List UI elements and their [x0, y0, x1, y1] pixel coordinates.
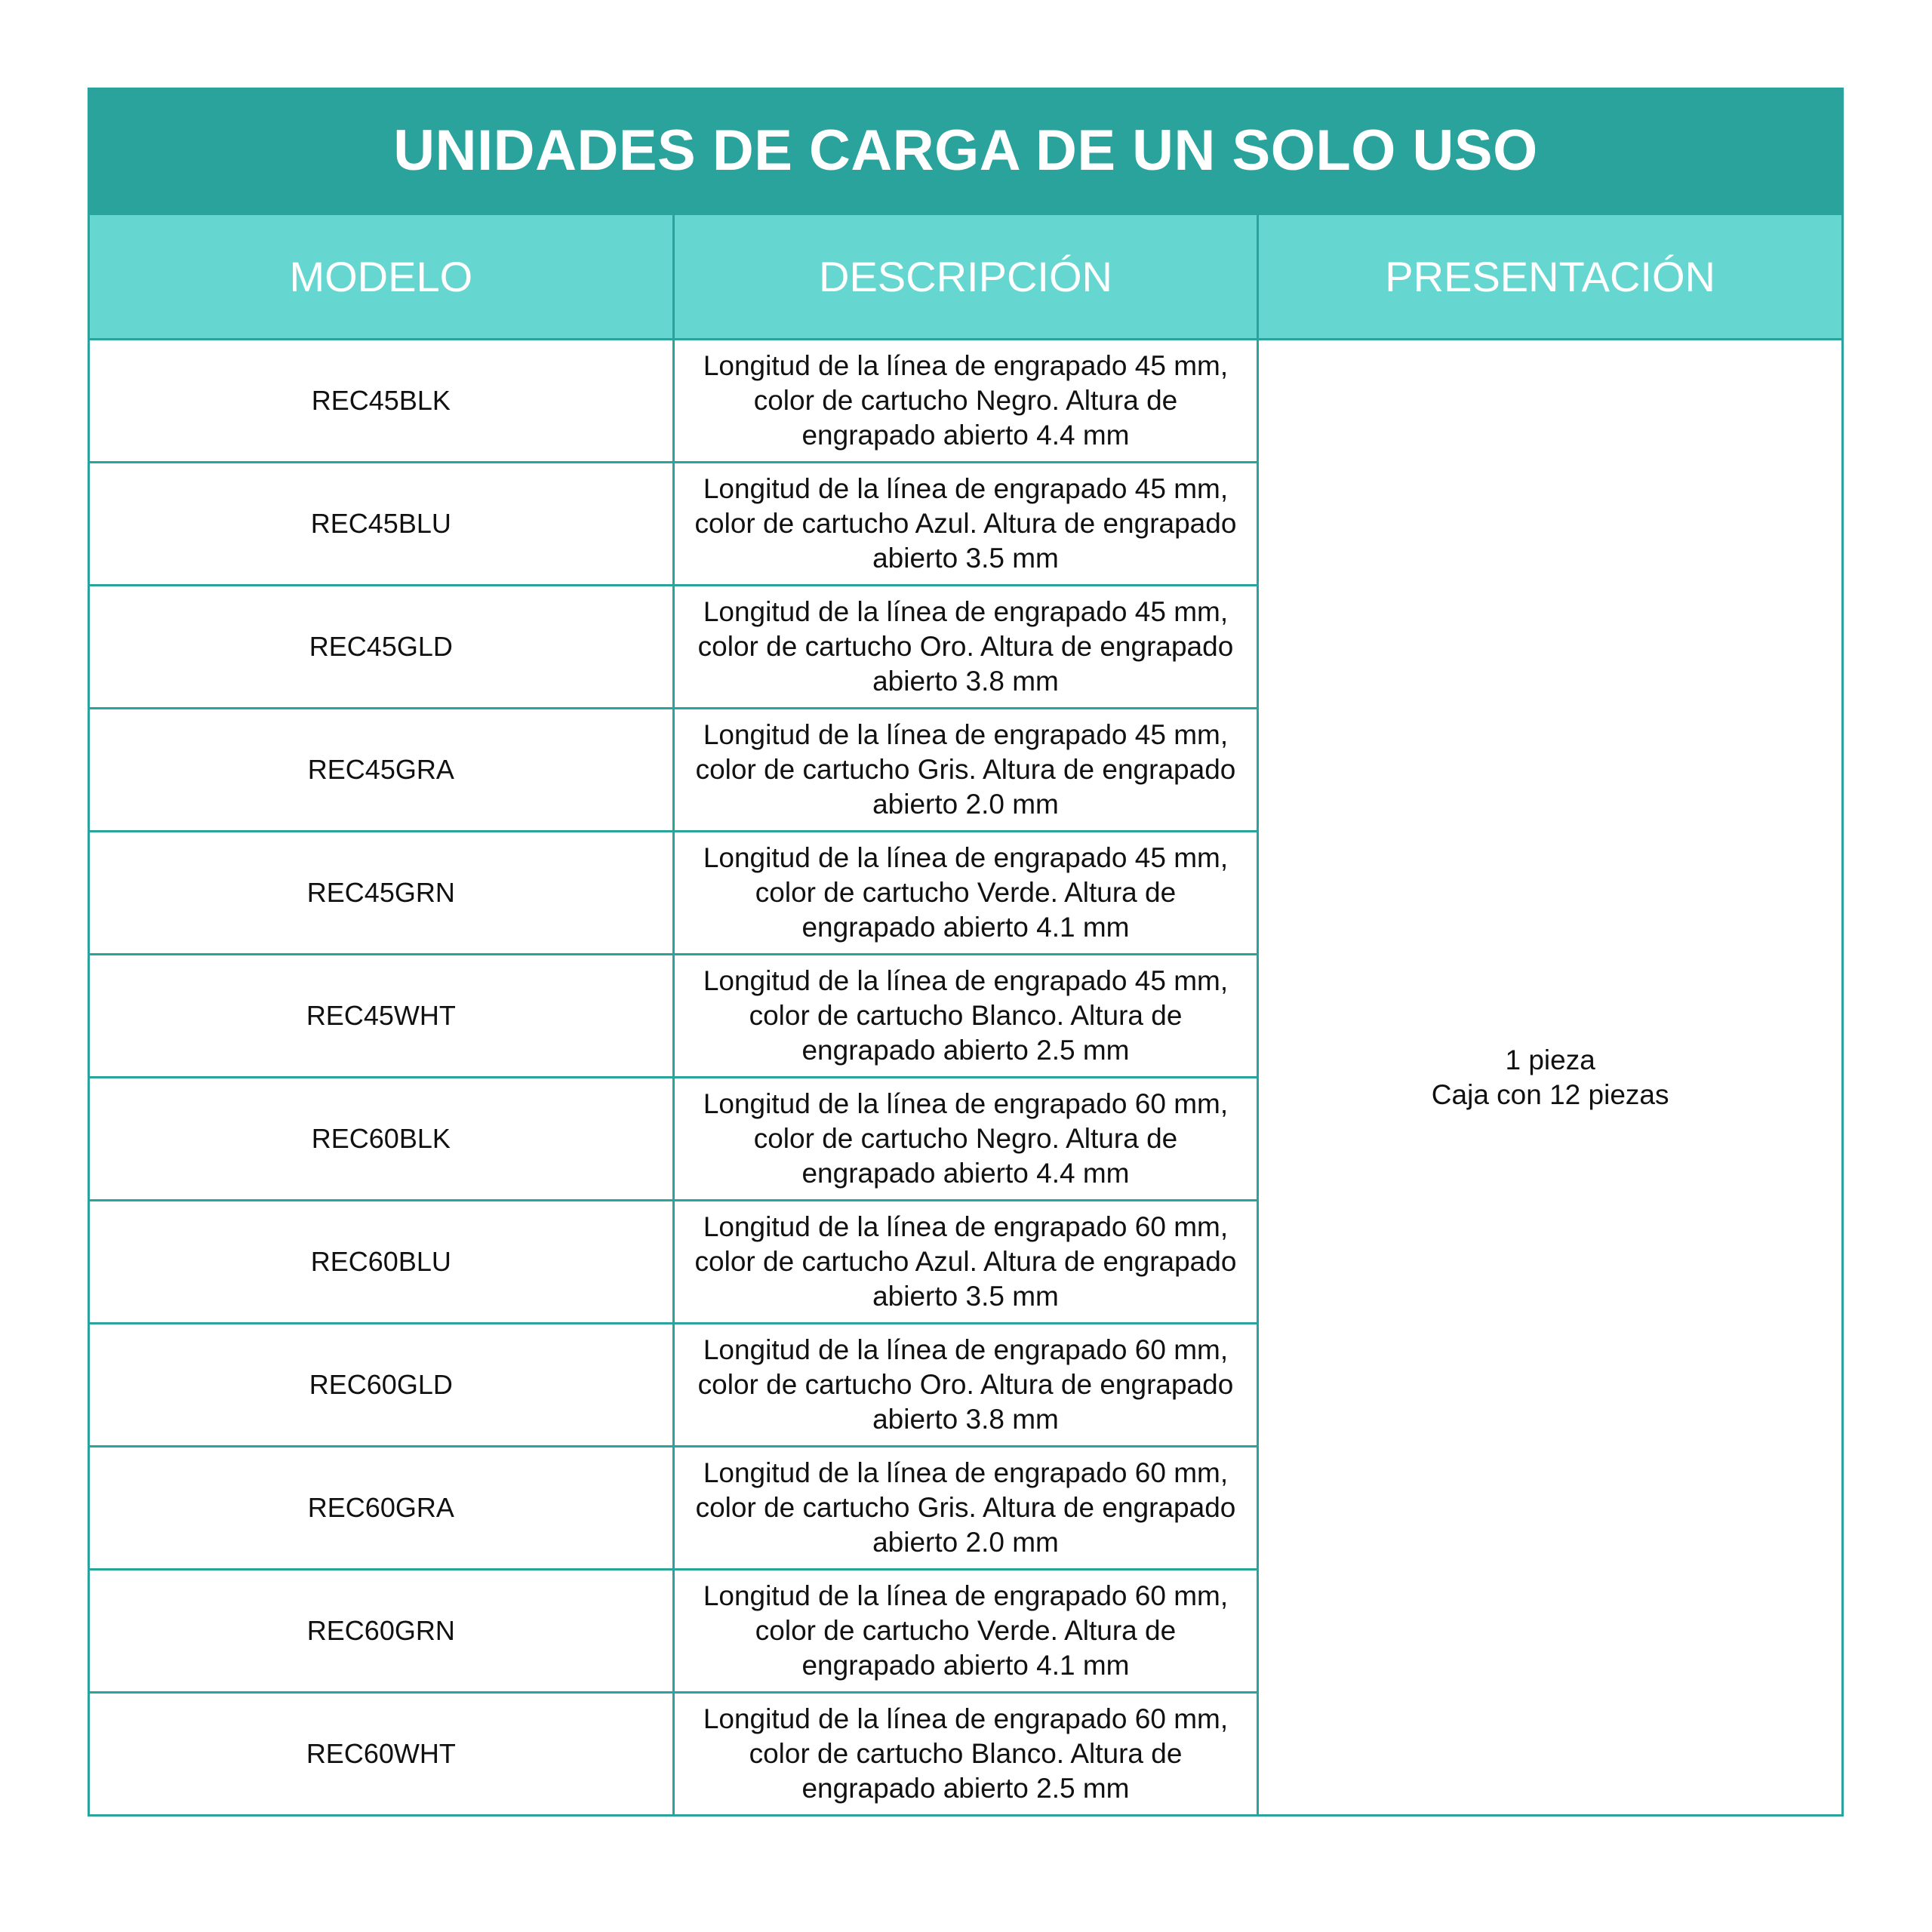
description-cell: Longitud de la línea de engrapado 45 mm, color de cartucho Negro. Altura de engrapado abierto 4.4 mm — [673, 340, 1258, 463]
header-presentacion: PRESENTACIÓN — [1258, 214, 1843, 340]
description-cell: Longitud de la línea de engrapado 60 mm, color de cartucho Negro. Altura de engrapado abierto 4.4 mm — [673, 1078, 1258, 1201]
description-cell: Longitud de la línea de engrapado 60 mm, color de cartucho Verde. Altura de engrapado abierto 4.1 mm — [673, 1570, 1258, 1693]
description-cell: Longitud de la línea de engrapado 45 mm, color de cartucho Gris. Altura de engrapado abierto 2.0 mm — [673, 709, 1258, 832]
description-cell: Longitud de la línea de engrapado 45 mm, color de cartucho Blanco. Altura de engrapado abierto 2.5 mm — [673, 955, 1258, 1078]
model-cell: REC60GRA — [89, 1447, 674, 1570]
description-cell: Longitud de la línea de engrapado 45 mm, color de cartucho Verde. Altura de engrapado abierto 4.1 mm — [673, 832, 1258, 955]
model-cell: REC45BLU — [89, 463, 674, 586]
product-table — [88, 213, 1844, 1817]
model-cell: REC45BLK — [89, 340, 674, 463]
table-body — [89, 340, 1843, 1816]
header-descripcion: DESCRIPCIÓN — [673, 214, 1258, 340]
table-title: UNIDADES DE CARGA DE UN SOLO USO — [88, 88, 1844, 213]
table-row — [89, 340, 1843, 463]
description-cell: Longitud de la línea de engrapado 45 mm, color de cartucho Azul. Altura de engrapado abierto 3.5 mm — [673, 463, 1258, 586]
description-cell: Longitud de la línea de engrapado 60 mm, color de cartucho Gris. Altura de engrapado abierto 2.0 mm — [673, 1447, 1258, 1570]
model-cell: REC60WHT — [89, 1693, 674, 1816]
model-cell: REC45GRA — [89, 709, 674, 832]
model-cell: REC60GLD — [89, 1324, 674, 1447]
product-table-container — [88, 88, 1844, 1817]
header-modelo: MODELO — [89, 214, 674, 340]
model-cell: REC60BLU — [89, 1201, 674, 1324]
model-cell: REC60GRN — [89, 1570, 674, 1693]
model-cell: REC45GLD — [89, 586, 674, 709]
presentation-cell: 1 pieza Caja con 12 piezas — [1258, 340, 1843, 1816]
description-cell: Longitud de la línea de engrapado 60 mm, color de cartucho Azul. Altura de engrapado abierto 3.5 mm — [673, 1201, 1258, 1324]
description-cell: Longitud de la línea de engrapado 45 mm, color de cartucho Oro. Altura de engrapado abierto 3.8 mm — [673, 586, 1258, 709]
description-cell: Longitud de la línea de engrapado 60 mm, color de cartucho Oro. Altura de engrapado abierto 3.8 mm — [673, 1324, 1258, 1447]
header-row — [89, 214, 1843, 340]
model-cell: REC45GRN — [89, 832, 674, 955]
description-cell: Longitud de la línea de engrapado 60 mm, color de cartucho Blanco. Altura de engrapado abierto 2.5 mm — [673, 1693, 1258, 1816]
model-cell: REC60BLK — [89, 1078, 674, 1201]
model-cell: REC45WHT — [89, 955, 674, 1078]
